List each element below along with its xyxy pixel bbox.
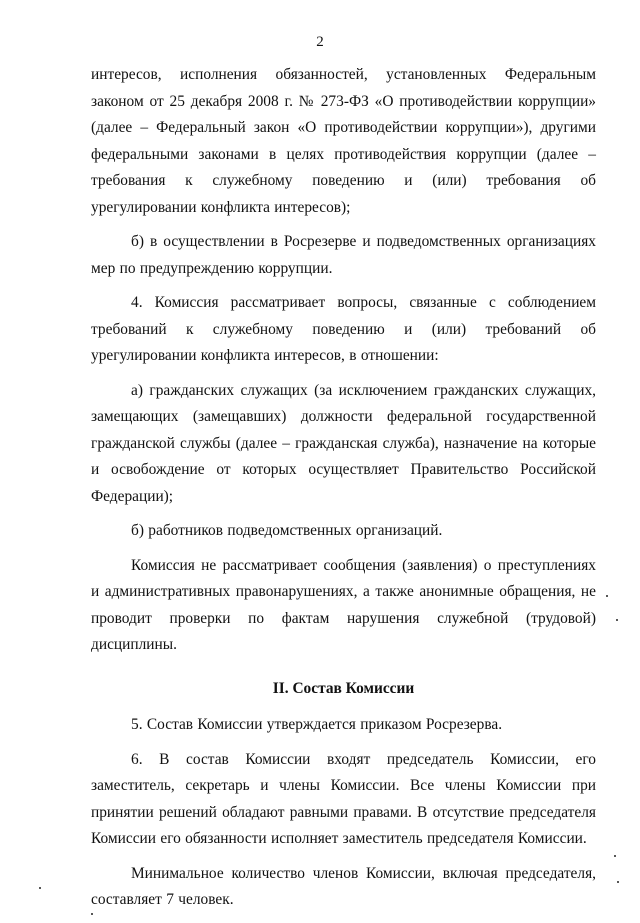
paragraph-6: 6. В состав Комиссии входят председатель Комиссии, его заместитель, секретарь и члены Комиссии. Все члены Комиссии при принятии решений обладают равными правами. В отсутствие председателя Комиссии его обязанности исполняет заместитель председателя Комиссии. [91,750,596,847]
paragraph-continuation: интересов, исполнения обязанностей, установленных Федеральным законом от 25 декабря 2008 г. № 273-ФЗ «О противодействии коррупции» (далее – Федеральный закон «О противодействии коррупции»), другими федеральными законами в целях противодействия коррупции (далее – требования к служебному поведению и (или) требования об урегулировании конфликта интересов); [91,66,596,216]
paragraph-minimum-members: Минимальное количество членов Комиссии, включая председателя, составляет 7 человек. [91,864,596,908]
paragraph-item-b-prevention: б) в осуществлении в Росрезерве и подведомственных организациях мер по предупреждению коррупции. [91,233,596,277]
paragraph-exclusions: Комиссия не рассматривает сообщения (заявления) о преступлениях и административных правонарушениях, а также анонимные обращения, не проводит проверки по фактам нарушения служебной (трудовой) дисциплины. [91,556,596,653]
paragraph-5: 5. Состав Комиссии утверждается приказом Росрезерва. [131,716,503,733]
page-number: 2 [316,34,324,50]
section-heading: II. Состав Комиссии [272,679,415,697]
paragraph-4: 4. Комиссия рассматривает вопросы, связанные с соблюдением требований к служебному поведению и (или) требований об урегулировании конфликта интересов, в отношении: [91,294,596,364]
paragraph-item-b-employees: б) работников подведомственных организаций. [131,522,443,539]
paragraph-item-a-civil-servants: а) гражданских служащих (за исключением гражданских служащих, замещающих (замещавших) должности федеральной государственной гражданской службы (далее – гражданская служба), назначение на которые и освобождение от которых осуществляет Правительство Российской Федерации); [91,381,596,505]
